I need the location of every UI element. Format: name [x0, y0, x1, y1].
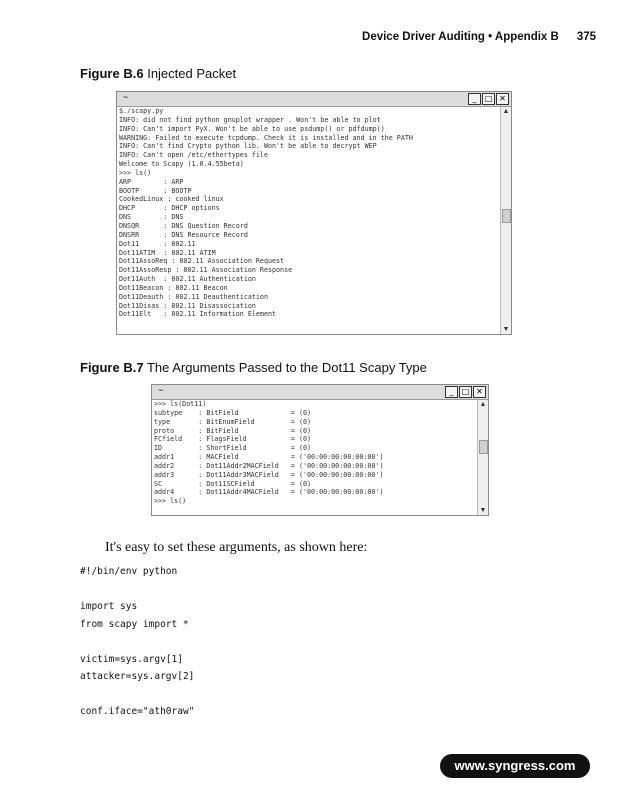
- terminal-line: DNS : DNS: [119, 213, 184, 222]
- terminal-line: INFO: Can't find Crypto python lib. Won't be able to decrypt WEP: [119, 142, 377, 151]
- terminal-line: ARP : ARP: [119, 177, 184, 186]
- terminal-line: INFO: did not find python gnuplot wrapper . Won't be able to plot: [119, 115, 381, 124]
- terminal-line: ID : ShortField = (0): [154, 444, 312, 453]
- terminal-line: Dot11ATIM : 802.11 ATIM: [119, 248, 216, 257]
- figure-b7-caption: [80, 360, 427, 375]
- code-line: [80, 581, 194, 599]
- terminal-line: Dot11Beacon : 802.11 Beacon: [119, 283, 228, 292]
- terminal-line: addr4 : Dot11Addr4MACField = ('00:00:00:00:00:00'): [154, 488, 384, 497]
- terminal-output: [117, 107, 500, 334]
- terminal-line: Dot11AssoReq : 802.11 Association Request: [119, 257, 285, 266]
- terminal-line: >>> ls(): [154, 497, 187, 506]
- terminal-line: >>> ls(Dot11): [154, 400, 207, 408]
- window-title: ~: [158, 386, 164, 396]
- website-badge[interactable]: www.syngress.com: [440, 754, 590, 778]
- scroll-up-icon[interactable]: ▲: [479, 401, 487, 408]
- title-bar: [117, 92, 511, 107]
- terminal-line: DNSQR : DNS Question Record: [119, 221, 248, 230]
- terminal-line: addr3 : Dot11Addr3MACField = ('00:00:00:00:00:00'): [154, 470, 384, 479]
- terminal-line: BOOTP : BOOTP: [119, 186, 192, 195]
- terminal-line: addr2 : Dot11Addr2MACField = ('00:00:00:00:00:00'): [154, 461, 384, 470]
- terminal-line: proto : BitField = (0): [154, 426, 312, 435]
- title-bar: [152, 385, 488, 400]
- terminal-line: Welcome to Scapy (1.0.4.55beta): [119, 160, 244, 169]
- code-line: import sys: [80, 601, 138, 612]
- figure-b7-title: The Arguments Passed to the Dot11 Scapy Type: [146, 360, 427, 375]
- terminal-line: Dot11Deauth : 802.11 Deauthentication: [119, 292, 268, 301]
- figure-b7-label: Figure B.7: [80, 360, 144, 375]
- window-buttons: [445, 386, 486, 398]
- code-line: #!/bin/env python: [80, 566, 178, 577]
- code-line: attacker=sys.argv[2]: [80, 671, 195, 682]
- page-number: 375: [576, 31, 596, 43]
- scroll-up-icon[interactable]: ▲: [502, 108, 510, 115]
- terminal-line: Dot11 : 802.11: [119, 239, 196, 248]
- scroll-down-icon[interactable]: ▼: [502, 326, 510, 333]
- terminal-line: $./scapy.py: [119, 107, 164, 115]
- terminal-window-2: [151, 384, 489, 516]
- figure-b6-title: Injected Packet: [147, 66, 237, 81]
- minimize-icon[interactable]: _: [445, 386, 458, 398]
- terminal-line: FCfield : FlagsField = (0): [154, 435, 312, 444]
- maximize-icon[interactable]: □: [459, 386, 472, 398]
- code-line: [80, 686, 194, 704]
- maximize-icon[interactable]: □: [482, 93, 495, 105]
- terminal-line: Dot11AssoResp : 802.11 Association Response: [119, 266, 293, 275]
- window-title: ~: [123, 93, 129, 103]
- terminal-line: CookedLinux : cooked linux: [119, 195, 224, 204]
- close-icon[interactable]: ✕: [496, 93, 509, 105]
- scroll-thumb[interactable]: [479, 440, 488, 454]
- terminal-line: INFO: Can't open /etc/ethertypes file: [119, 151, 268, 160]
- running-title: Device Driver Auditing • Appendix B: [362, 31, 559, 43]
- figure-b6-caption: [80, 66, 236, 81]
- terminal-line: INFO: Can't import PyX. Won't be able to use psdump() or pdfdump(): [119, 124, 385, 133]
- code-line: from scapy import *: [80, 618, 189, 630]
- scroll-down-icon[interactable]: ▼: [479, 507, 487, 514]
- terminal-line: WARNING: Failed to execute tcpdump. Check it is installed and in the PATH: [119, 133, 413, 142]
- terminal-line: DNSRR : DNS Resource Record: [119, 230, 248, 239]
- terminal-line: Dot11Disas : 802.11 Disassociation: [119, 301, 256, 310]
- figure-b6-label: Figure B.6: [80, 66, 144, 81]
- code-listing: [80, 563, 194, 721]
- window-buttons: [468, 93, 509, 105]
- terminal-window-1: [116, 91, 512, 335]
- terminal-line: Dot11Auth : 802.11 Authentication: [119, 275, 256, 284]
- terminal-line: DHCP : DHCP options: [119, 204, 220, 213]
- code-line: victim=sys.argv[1]: [80, 653, 183, 665]
- minimize-icon[interactable]: _: [468, 93, 481, 105]
- terminal-line: addr1 : MACField = ('00:00:00:00:00:00'): [154, 453, 384, 462]
- code-line: [80, 633, 194, 651]
- scrollbar[interactable]: [500, 107, 511, 334]
- terminal-output: [152, 400, 477, 515]
- intro-paragraph: It's easy to set these arguments, as shown here:: [105, 540, 368, 555]
- scroll-thumb[interactable]: [502, 209, 511, 223]
- close-icon[interactable]: ✕: [473, 386, 486, 398]
- terminal-line: SC : Dot11SCField = (0): [154, 479, 312, 488]
- terminal-line: Dot11Elt : 802.11 Information Element: [119, 310, 277, 319]
- running-header: [362, 31, 596, 43]
- terminal-line: >>> ls(): [119, 168, 152, 177]
- code-line: conf.iface="ath0raw": [80, 706, 195, 717]
- scrollbar[interactable]: [477, 400, 488, 515]
- terminal-line: type : BitEnumField = (0): [154, 417, 312, 426]
- terminal-line: subtype : BitField = (0): [154, 408, 312, 417]
